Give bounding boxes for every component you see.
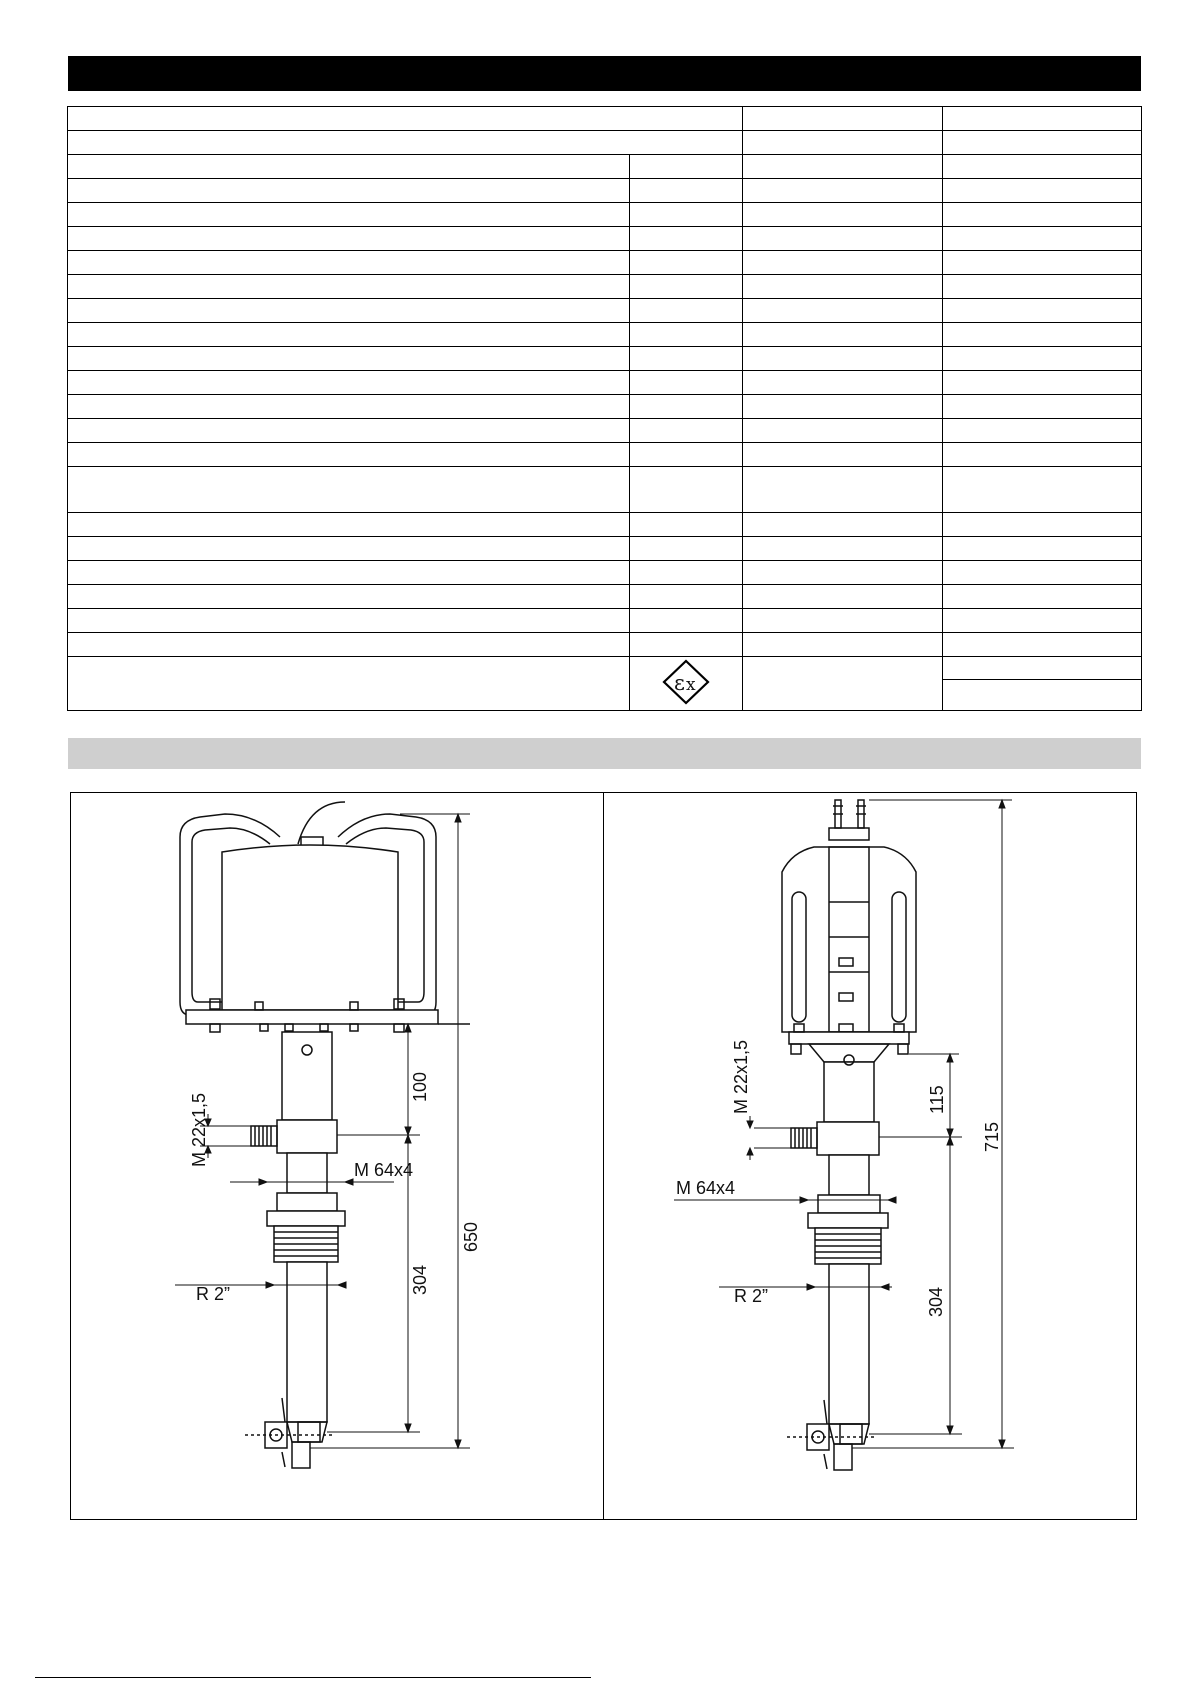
dim-nut-thread-left: M 64x4 bbox=[354, 1160, 414, 1180]
table-row bbox=[68, 203, 1142, 227]
dim-total-right: 715 bbox=[982, 1121, 1002, 1152]
dimension-drawing-left bbox=[70, 792, 603, 1520]
svg-text:ε: ε bbox=[674, 671, 685, 695]
table-row bbox=[68, 179, 1142, 203]
table-row bbox=[68, 395, 1142, 419]
table-row bbox=[68, 419, 1142, 443]
table-row bbox=[68, 323, 1142, 347]
table-row bbox=[68, 227, 1142, 251]
table-row bbox=[68, 299, 1142, 323]
dim-thread-connection-left: M 22x1,5 bbox=[189, 1092, 209, 1167]
table-row bbox=[68, 467, 1142, 513]
table-row bbox=[68, 107, 1142, 131]
table-row bbox=[68, 155, 1142, 179]
table-row bbox=[68, 657, 1142, 680]
footer-rule bbox=[35, 1677, 591, 1678]
table-row bbox=[68, 251, 1142, 275]
table-row bbox=[68, 275, 1142, 299]
svg-text:x: x bbox=[686, 675, 696, 695]
dimension-drawing-right bbox=[604, 792, 1137, 1520]
table-row bbox=[68, 371, 1142, 395]
table-row bbox=[68, 633, 1142, 657]
table-row bbox=[68, 131, 1142, 155]
table-row bbox=[68, 537, 1142, 561]
dim-lower-left: 304 bbox=[410, 1264, 430, 1295]
dim-total-left: 650 bbox=[461, 1221, 481, 1252]
dim-lower-right: 304 bbox=[926, 1286, 946, 1317]
dim-thread-connection-right: M 22x1,5 bbox=[731, 1039, 751, 1114]
section-header-bar bbox=[68, 56, 1141, 91]
table-row bbox=[68, 347, 1142, 371]
table-row bbox=[68, 443, 1142, 467]
ex-atex-icon bbox=[661, 659, 711, 705]
table-row bbox=[68, 513, 1142, 537]
table-row bbox=[68, 585, 1142, 609]
technical-data-table bbox=[67, 106, 1142, 711]
dim-pipe-thread-right: R 2” bbox=[734, 1286, 769, 1306]
drawings-section-bar bbox=[68, 738, 1141, 769]
dim-upper-right: 115 bbox=[927, 1085, 947, 1114]
table-row bbox=[68, 609, 1142, 633]
dim-nut-thread-right: M 64x4 bbox=[676, 1178, 736, 1198]
table-row bbox=[68, 561, 1142, 585]
dim-pipe-thread-left: R 2” bbox=[196, 1284, 231, 1304]
dim-upper-left: 100 bbox=[410, 1071, 430, 1102]
